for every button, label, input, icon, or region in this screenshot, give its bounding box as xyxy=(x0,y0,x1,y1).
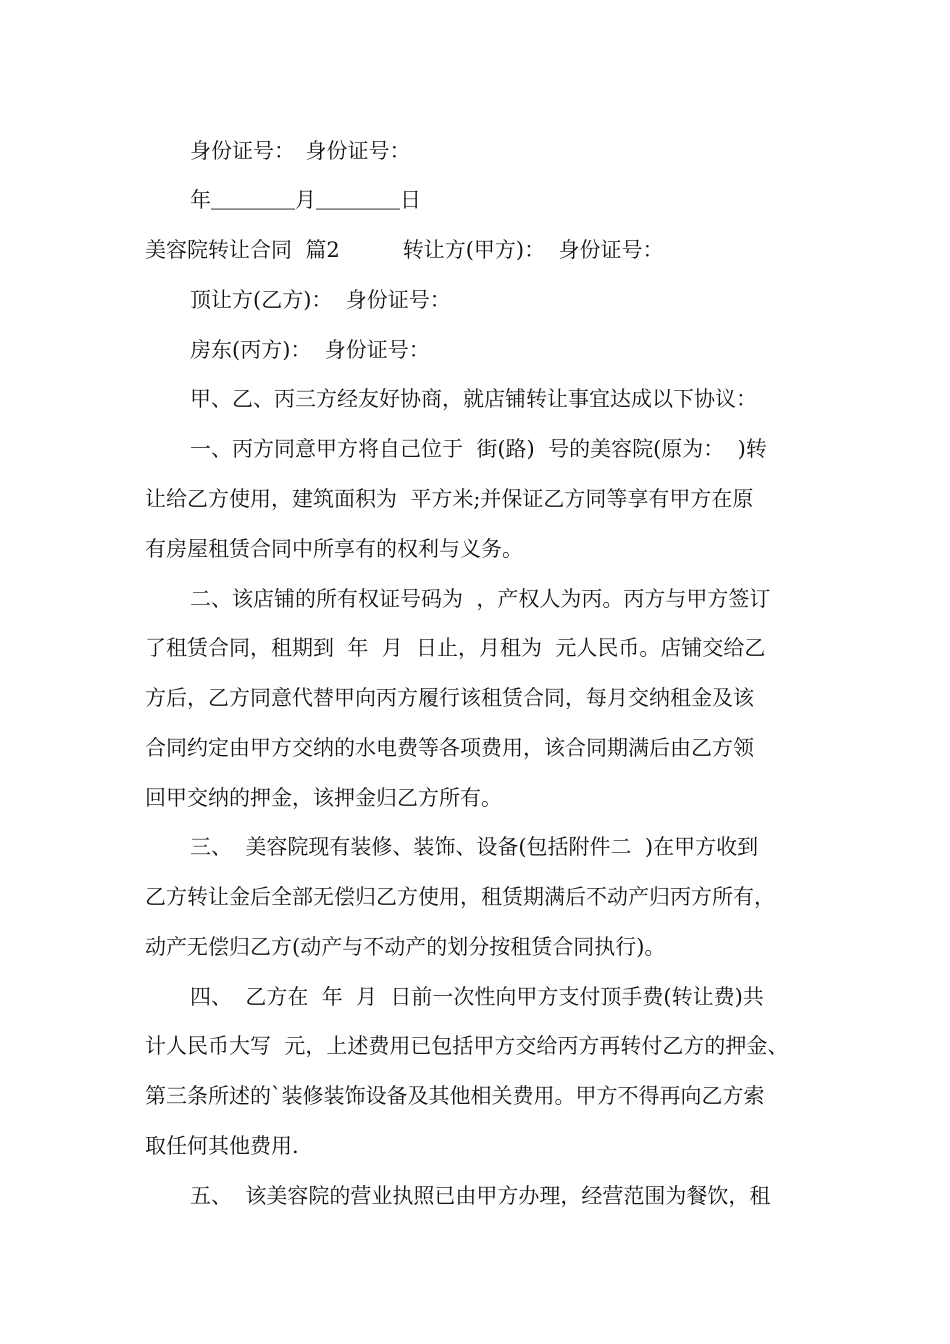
agreement-intro: 甲、乙、丙三方经友好协商，就店铺转让事宜达成以下协议： xyxy=(190,387,757,411)
clause-4-line-1: 四、 乙方在 年 月 日前一次性向甲方支付顶手费(转让费)共 xyxy=(190,985,764,1009)
clause-2-line-4: 合同约定由甲方交纳的水电费等各项费用，该合同期满后由乙方领 xyxy=(145,736,754,760)
party-c-line: 房东(丙方)： 身份证号： xyxy=(190,338,430,362)
id-number-line: 身份证号： 身份证号： xyxy=(190,139,411,163)
clause-3-line-1: 三、 美容院现有装修、装饰、设备(包括附件二 )在甲方收到 xyxy=(190,835,759,859)
clause-3-line-2: 乙方转让金后全部无偿归乙方使用，租赁期满后不动产归丙方所有， xyxy=(145,885,775,909)
clause-4-line-4: 取任何其他费用. xyxy=(145,1134,299,1158)
clause-2-line-5: 回甲交纳的押金，该押金归乙方所有。 xyxy=(145,786,502,810)
clause-4-line-3: 第三条所述的`装修装饰设备及其他相关费用。甲方不得再向乙方索 xyxy=(145,1084,765,1108)
clause-1-line-3: 有房屋租赁合同中所享有的权利与义务。 xyxy=(145,537,523,561)
contract-title-line: 美容院转让合同 篇2 转让方(甲方)： 身份证号： xyxy=(145,238,664,262)
clause-2-line-2: 了租赁合同，租期到 年 月 日止，月租为 元人民币。店铺交给乙 xyxy=(145,636,766,660)
clause-2-line-3: 方后，乙方同意代替甲向丙方履行该租赁合同，每月交纳租金及该 xyxy=(145,686,754,710)
clause-1-line-1: 一、丙方同意甲方将自己位于 街(路) 号的美容院(原为： )转 xyxy=(190,437,767,461)
clause-5-line-1: 五、 该美容院的营业执照已由甲方办理，经营范围为餐饮，租 xyxy=(190,1184,771,1208)
clause-3-line-3: 动产无偿归乙方(动产与不动产的划分按租赁合同执行)。 xyxy=(145,935,666,959)
party-b-line: 顶让方(乙方)： 身份证号： xyxy=(190,288,451,312)
clause-1-line-2: 让给乙方使用，建筑面积为 平方米;并保证乙方同等享有甲方在原 xyxy=(145,487,754,511)
clause-2-line-1: 二、该店铺的所有权证号码为 ，产权人为丙。丙方与甲方签订 xyxy=(190,587,771,611)
clause-4-line-2: 计人民币大写 元，上述费用已包括甲方交给丙方再转付乙方的押金、 xyxy=(145,1034,789,1058)
date-line: 年＿＿＿＿月＿＿＿＿日 xyxy=(190,188,421,212)
